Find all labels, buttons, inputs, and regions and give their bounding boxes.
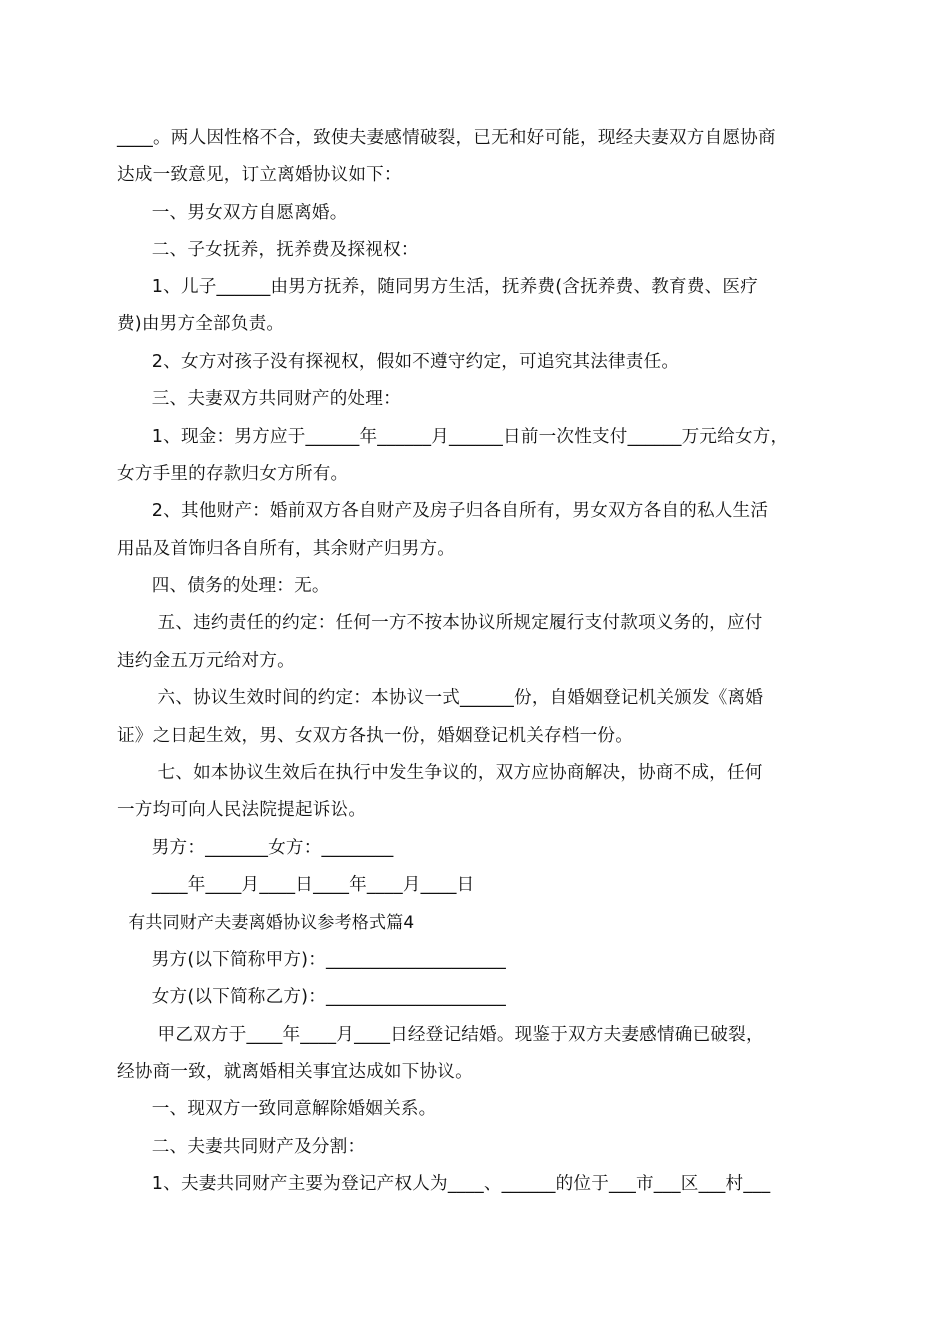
paragraph-line: 四、债务的处理：无。 — [117, 576, 330, 596]
paragraph-line: 用品及首饰归各自所有，其余财产归男方。 — [117, 539, 456, 559]
paragraph-line: 证》之日起生效，男、女双方各执一份，婚姻登记机关存档一份。 — [117, 726, 634, 746]
paragraph-line: 2、女方对孩子没有探视权，假如不遵守约定，可追究其法律责任。 — [117, 352, 680, 372]
form-field-line: 女方(以下简称乙方)：____________________ — [117, 987, 506, 1007]
paragraph-line: 1、现金：男方应于______年______月______日前一次性支付______万元给女方， — [117, 427, 789, 447]
paragraph-line: 五、违约责任的约定：任何一方不按本协议所规定履行支付款项义务的，应付 — [117, 613, 763, 633]
paragraph-line: 七、如本协议生效后在执行中发生争议的，双方应协商解决，协商不成，任何 — [117, 763, 763, 783]
paragraph-line: 经协商一致，就离婚相关事宜达成如下协议。 — [117, 1062, 473, 1082]
paragraph-line: 一方均可向人民法院提起诉讼。 — [117, 800, 367, 820]
paragraph-line: 一、现双方一致同意解除婚姻关系。 — [117, 1099, 437, 1119]
paragraph-line: 违约金五万元给对方。 — [117, 651, 295, 671]
paragraph-line: 达成一致意见，订立离婚协议如下： — [117, 165, 402, 185]
section-title: 有共同财产夫妻离婚协议参考格式篇4 — [117, 913, 415, 933]
form-field-line: 男方(以下简称甲方)：____________________ — [117, 950, 506, 970]
paragraph-line: 1、夫妻共同财产主要为登记产权人为____、______的位于___市___区___村___ — [117, 1174, 771, 1194]
paragraph-line: 2、其他财产：婚前双方各自财产及房子归各自所有，男女双方各自的私人生活 — [117, 501, 769, 521]
paragraph-line: 一、男女双方自愿离婚。 — [117, 203, 348, 223]
paragraph-line: 三、夫妻双方共同财产的处理： — [117, 389, 401, 409]
paragraph-line: 二、夫妻共同财产及分割： — [117, 1137, 366, 1157]
paragraph-line: 甲乙双方于____年____月____日经登记结婚。现鉴于双方夫妻感情确已破裂， — [117, 1025, 764, 1045]
paragraph-line: ____。两人因性格不合，致使夫妻感情破裂，已无和好可能，现经夫妻双方自愿协商 — [117, 128, 776, 148]
paragraph-line: 女方手里的存款归女方所有。 — [117, 464, 349, 484]
paragraph-line: 1、儿子______由男方抚养，随同男方生活，抚养费(含抚养费、教育费、医疗 — [117, 277, 759, 297]
paragraph-line: 二、子女抚养，抚养费及探视权： — [117, 240, 419, 260]
date-line: ____年____月____日____年____月____日 — [117, 875, 475, 895]
signature-line: 男方：_______女方：________ — [117, 838, 394, 858]
paragraph-line: 费)由男方全部负责。 — [117, 314, 285, 334]
paragraph-line: 六、协议生效时间的约定：本协议一式______份，自婚姻登记机关颁发《离婚 — [117, 688, 764, 708]
